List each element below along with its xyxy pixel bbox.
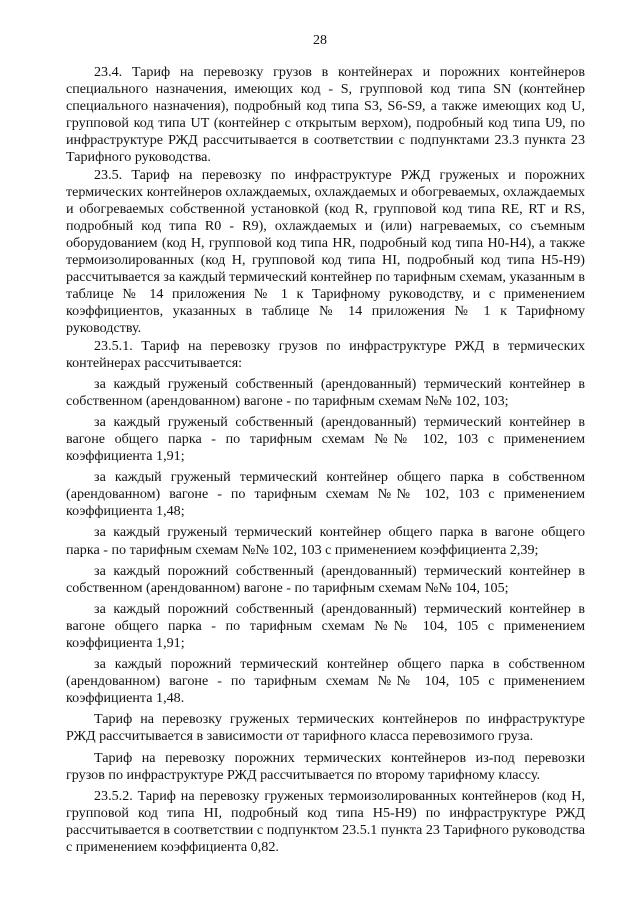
paragraph-empty-tariff: Тариф на перевозку порожних термических контейнеров из-под перевозки грузов по инфраструктуре РЖД рассчитывается по второму тарифному классу. <box>66 749 585 783</box>
paragraph-loaded-tariff: Тариф на перевозку груженых термических контейнеров по инфраструктуре РЖД рассчитывается в зависимости от тарифного класса перевозимого груза. <box>66 711 585 745</box>
paragraph-23-5: 23.5. Тариф на перевозку по инфраструктуре РЖД груженых и порожних термических контейнеров охлаждаемых, охлаждаемых и обогреваемых, охлаждаемых и обогреваемых собственной установкой (код R, групповой код типа RE, RT и RS, подробный код типа R0 - R9), охлаждаемых и (или) нагреваемых, со съемным оборудованием (код H, групповой код типа HR, подробный код типа H0-H4), а также термоизолированных (код H, групповой код типа HI, подробный код типа H5-H9) рассчитывается за каждый термический контейнер по тарифным схемам, указанным в таблице № 14 приложения № 1 к Тарифному руководству, и с применением коэффициентов, указанных в таблице № 14 приложения № 1 к Тарифному руководству. <box>66 166 585 337</box>
list-item: за каждый груженый термический контейнер общего парка в собственном (арендованном) вагоне - по тарифным схемам №№ 102, 103 с применением коэффициента 1,48; <box>66 469 585 520</box>
list-item: за каждый груженый термический контейнер общего парка в вагоне общего парка - по тарифным схемам №№ 102, 103 с применением коэффициента 2,39; <box>66 524 585 558</box>
paragraph-23-4: 23.4. Тариф на перевозку грузов в контейнерах и порожних контейнеров специального назначения, имеющих код - S, групповой код типа SN (контейнер специального назначения), подробный код типа S3, S6-S9, а также имеющих код U, групповой код типа UT (контейнер с открытым верхом), подробный код типа U9, по инфраструктуре РЖД рассчитывается в соответствии с подпунктами 23.3 пункта 23 Тарифного руководства. <box>66 64 585 166</box>
list-item: за каждый порожний собственный (арендованный) термический контейнер в собственном (арендованном) вагоне - по тарифным схемам №№ 104, 105; <box>66 562 585 596</box>
list-item: за каждый груженый собственный (арендованный) термический контейнер в вагоне общего парка - по тарифным схемам №№ 102, 103 с применением коэффициента 1,91; <box>66 413 585 465</box>
list-item: за каждый груженый собственный (арендованный) термический контейнер в собственном (арендованном) вагоне - по тарифным схемам №№ 102, 103; <box>66 375 585 409</box>
paragraph-23-5-2: 23.5.2. Тариф на перевозку груженых термоизолированных контейнеров (код H, групповой код типа HI, подробный код типа H5-H9) по инфраструктуре РЖД рассчитывается в соответствии с подпунктом 23.5.1 пункта 23 Тарифного руководства с применением коэффициента 0,82. <box>66 787 585 856</box>
list-item: за каждый порожний термический контейнер общего парка в собственном (арендованном) вагоне - по тарифным схемам №№ 104, 105 с применением коэффициента 1,48. <box>66 656 585 707</box>
paragraph-23-5-1: 23.5.1. Тариф на перевозку грузов по инфраструктуре РЖД в термических контейнерах рассчитывается: <box>66 337 585 371</box>
page-number: 28 <box>313 33 327 48</box>
document-body <box>66 64 585 856</box>
list-item: за каждый порожний собственный (арендованный) термический контейнер в вагоне общего парка - по тарифным схемам №№ 104, 105 с применением коэффициента 1,91; <box>66 600 585 651</box>
